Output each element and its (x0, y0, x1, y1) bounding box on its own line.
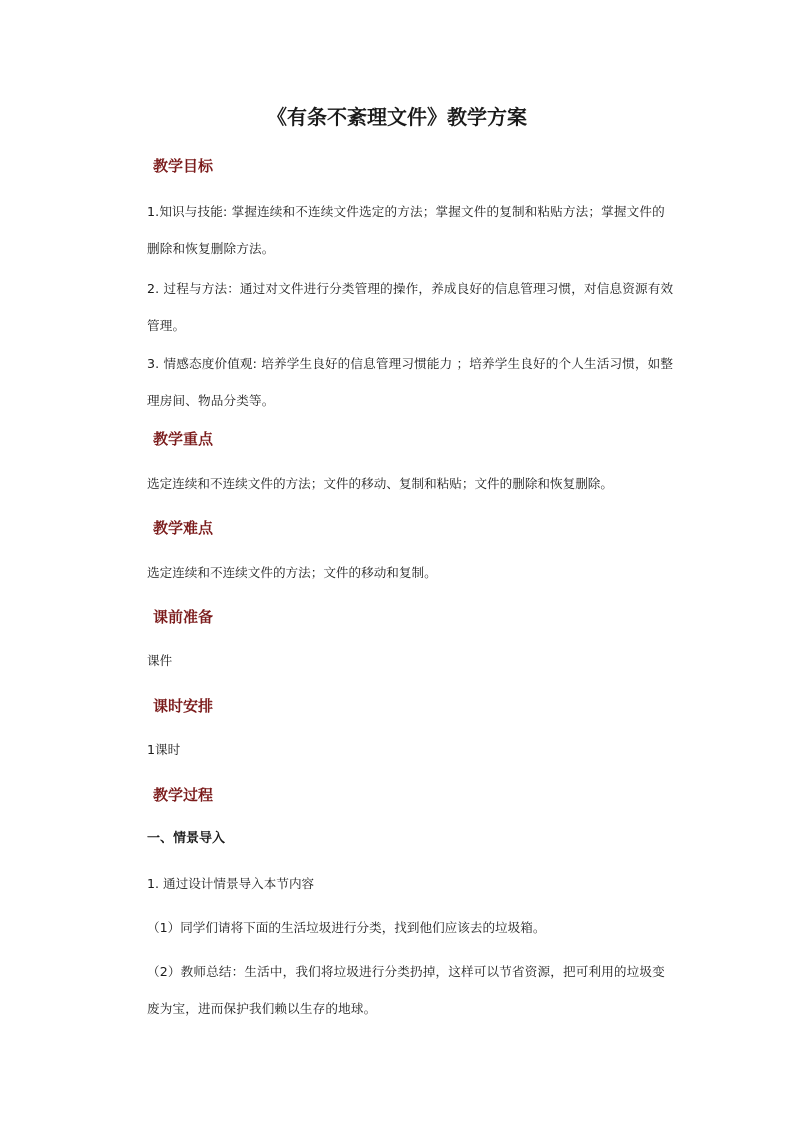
process-sub-1: （1）同学们请将下面的生活垃圾进行分类，找到他们应该去的垃圾箱。 (147, 920, 546, 935)
key-points-text: 选定连续和不连续文件的方法；文件的移动、复制和粘贴；文件的删除和恢复删除。 (147, 476, 613, 491)
difficulties-text: 选定连续和不连续文件的方法；文件的移动和复制。 (147, 565, 437, 580)
heading-teaching-goals: 教学目标 (153, 157, 214, 175)
goal-item-process: 2. 过程与方法：通过对文件进行分类管理的操作，养成良好的信息管理习惯，对信息资源有效管理。 (147, 281, 674, 333)
heading-key-points: 教学重点 (153, 430, 214, 448)
preparation-text: 课件 (147, 653, 173, 668)
process-sub-2: （2）教师总结：生活中，我们将垃圾进行分类扔掉，这样可以节省资源，把可利用的垃圾变废为宝，进而保护我们赖以生存的地球。 (147, 964, 665, 1016)
document-title: 《有条不紊理文件》教学方案 (267, 105, 527, 129)
goal-item-knowledge: 1.知识与技能: 掌握连续和不连续文件选定的方法；掌握文件的复制和粘贴方法；掌握文件的删除和恢复删除方法。 (147, 204, 665, 256)
schedule-text: 1课时 (147, 742, 181, 757)
heading-teaching-process: 教学过程 (153, 786, 214, 804)
heading-schedule: 课时安排 (153, 697, 214, 715)
subheading-scenario-intro: 一、情景导入 (147, 831, 226, 846)
heading-preparation: 课前准备 (153, 608, 214, 626)
heading-difficulties: 教学难点 (153, 519, 214, 537)
goal-item-attitude: 3. 情感态度价值观: 培养学生良好的信息管理习惯能力 ；培养学生良好的个人生活习惯，如整理房间、物品分类等。 (147, 356, 674, 408)
process-step-1: 1. 通过设计情景导入本节内容 (147, 876, 315, 891)
